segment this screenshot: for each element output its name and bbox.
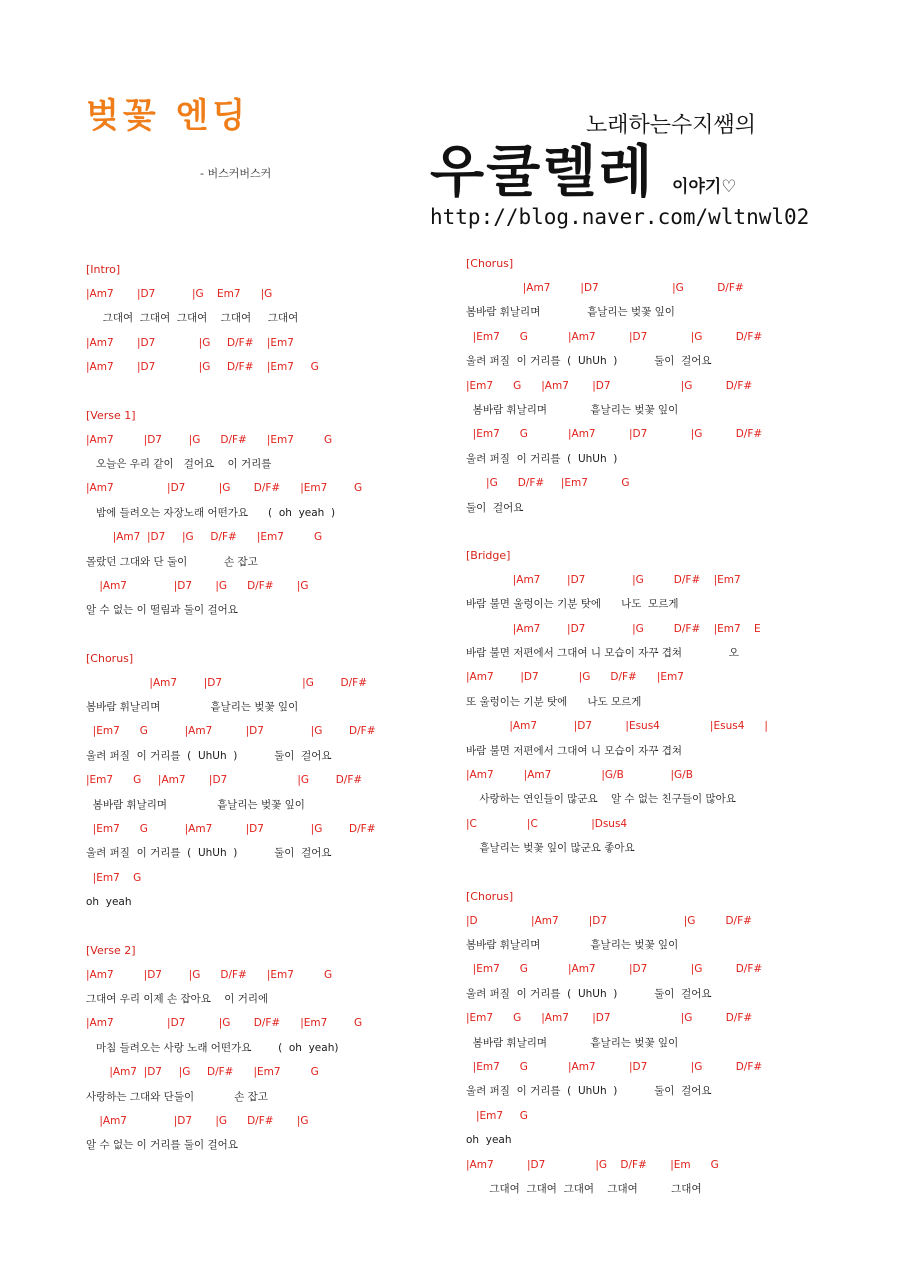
lyric-line: 봄바람 휘날리며 흩날리는 벚꽃 잎이	[466, 1036, 679, 1049]
chord-line: |Am7 |D7 |G Em7 |G	[86, 288, 273, 300]
chord-line: |Am7 |D7 |G D/F# |Em7 G	[86, 1066, 319, 1079]
lyric-line: 바람 불면 저편에서 그대여 니 모습이 자꾸 겹쳐 오	[466, 647, 739, 660]
blog-url: http://blog.naver.com/wltnwl02	[430, 205, 810, 229]
chord-line: |Em7 G |Am7 |D7 |G D/F#	[466, 379, 753, 392]
chord-line: |D |Am7 |D7 |G D/F#	[466, 914, 752, 927]
chord-line: |Am7 |D7 |G D/F# |Em7	[466, 573, 741, 586]
lyric-line: 봄바람 휘날리며 흩날리는 벚꽃 잎이	[86, 798, 305, 811]
section-label: [Verse 1]	[86, 408, 136, 422]
lyric-line: 알 수 없는 이 떨림과 둘이 걸어요	[86, 604, 238, 617]
chord-line: |Am7 |D7 |G D/F# |Em7 G	[86, 968, 333, 981]
song-section	[86, 404, 446, 623]
lyric-line: 둘이 걸어요	[466, 501, 524, 514]
chord-line: |C |C |Dsus4	[466, 817, 628, 830]
brand-tail: 이야기♡	[672, 177, 737, 197]
lyric-line: 오늘은 우리 같이 걸어요 이 거리를	[86, 457, 272, 470]
lyric-line: 봄바람 휘날리며 흩날리는 벚꽃 잎이	[466, 306, 675, 319]
chord-line: |Am7 |D7 |Esus4 |Esus4 |	[466, 720, 768, 733]
lyric-line: 마침 들려오는 사랑 노래 어떤가요 ( oh yeah)	[86, 1041, 339, 1054]
lyric-line: 울려 퍼질 이 거리를 ( UhUh )	[466, 452, 618, 465]
chord-line: |Em7 G	[466, 1109, 528, 1122]
brand-title: 우쿨렐레	[430, 140, 655, 205]
chord-line: |Em7 G |Am7 |D7 |G D/F#	[86, 774, 363, 787]
chord-line: |Am7 |Am7 |G/B |G/B	[466, 769, 693, 782]
section-label: [Chorus]	[466, 257, 514, 270]
section-label: [Verse 2]	[86, 943, 136, 957]
chord-line: |Em7 G |Am7 |D7 |G D/F#	[86, 725, 376, 738]
lyric-line: 울려 퍼질 이 거리를 ( UhUh ) 둘이 걸어요	[466, 355, 712, 368]
lyric-line: 알 수 없는 이 거리를 둘이 걸어요	[86, 1139, 238, 1152]
lyric-line: oh yeah	[86, 896, 132, 909]
lyric-line: 바람 불면 울렁이는 기분 탓에 나도 모르게	[466, 598, 679, 611]
song-section	[86, 258, 446, 380]
section-label: [Chorus]	[466, 889, 514, 903]
lyric-line: 바람 불면 저편에서 그대여 니 모습이 자꾸 겹쳐	[466, 744, 683, 757]
chord-line: |Am7 |D7 |G D/F#	[86, 676, 367, 689]
section-label: [Intro]	[86, 263, 121, 276]
chord-line: |Am7 |D7 |G D/F# |Em7	[86, 336, 294, 349]
lyric-line: 울려 퍼질 이 거리를 ( UhUh ) 둘이 걸어요	[86, 847, 332, 860]
chord-line: |Am7 |D7 |G D/F# |Em7 E	[466, 622, 761, 635]
lyric-line: 흩날리는 벚꽃 잎이 많군요 좋아요	[466, 842, 635, 855]
song-section	[466, 252, 886, 520]
section-label: [Bridge]	[466, 548, 511, 562]
lyric-line: 밤에 들려오는 자장노래 어떤가요 ( oh yeah )	[86, 506, 336, 519]
lyric-line: 봄바람 휘날리며 흩날리는 벚꽃 잎이	[466, 403, 679, 416]
chord-line: |Am7 |D7 |G D/F# |Em7 G	[86, 361, 319, 374]
lyric-line: 울려 퍼질 이 거리를 ( UhUh ) 둘이 걸어요	[86, 749, 332, 762]
lyric-line: 울려 퍼질 이 거리를 ( UhUh ) 둘이 걸어요	[466, 987, 712, 1000]
chord-line: |G D/F# |Em7 G	[466, 477, 630, 490]
lyric-line: 그대여 그대여 그대여 그대여 그대여	[466, 1182, 702, 1195]
chord-line: |Am7 |D7 |G D/F# |Em7 G	[86, 482, 363, 495]
chord-line: |Em7 G |Am7 |D7 |G D/F#	[466, 428, 763, 441]
song-section	[86, 939, 446, 1158]
lyric-line: 그대여 우리 이제 손 잡아요 이 거리에	[86, 992, 269, 1005]
chord-line: |Am7 |D7 |G D/F# |Em7	[466, 671, 684, 684]
lyric-line: 몰랐던 그대와 단 둘이 손 잡고	[86, 555, 258, 568]
chord-line: |Em7 G |Am7 |D7 |G D/F#	[466, 1060, 763, 1073]
left-column	[86, 258, 446, 1182]
chord-line: |Am7 |D7 |G D/F# |G	[86, 579, 309, 592]
brand-subtitle: 노래하는수지쌤의	[586, 113, 757, 138]
chord-line: |Em7 G |Am7 |D7 |G D/F#	[466, 1012, 753, 1025]
chord-line: |Am7 |D7 |G D/F# |Em7 G	[86, 531, 323, 544]
lyric-line: 울려 퍼질 이 거리를 ( UhUh ) 둘이 걸어요	[466, 1085, 712, 1098]
lyric-line: 또 울렁이는 기분 탓에 나도 모르게	[466, 695, 642, 708]
chord-line: |Am7 |D7 |G D/F# |Em7 G	[86, 433, 333, 446]
lyric-line: 사랑하는 연인들이 많군요 알 수 없는 친구들이 많아요	[466, 793, 736, 806]
chord-line: |Am7 |D7 |G D/F# |Em7 G	[86, 1017, 363, 1030]
section-label: [Chorus]	[86, 651, 134, 665]
chord-line: |Am7 |D7 |G D/F#	[466, 282, 744, 294]
chord-line: |Am7 |D7 |G D/F# |Em G	[466, 1158, 719, 1171]
song-section	[466, 885, 886, 1202]
chord-line: |Em7 G |Am7 |D7 |G D/F#	[466, 330, 763, 343]
song-section	[466, 544, 886, 861]
chord-line: |Em7 G |Am7 |D7 |G D/F#	[86, 823, 376, 836]
song-title: 벚꽃 엔딩	[86, 96, 250, 136]
lyric-line: 사랑하는 그대와 단둘이 손 잡고	[86, 1090, 268, 1103]
song-section	[86, 647, 446, 915]
right-column	[466, 252, 886, 1225]
lyric-line: 그대여 그대여 그대여 그대여 그대여	[86, 312, 299, 325]
chord-line: |Am7 |D7 |G D/F# |G	[86, 1114, 309, 1127]
chord-line: |Em7 G |Am7 |D7 |G D/F#	[466, 963, 763, 976]
lyric-line: 봄바람 휘날리며 흩날리는 벚꽃 잎이	[86, 701, 299, 714]
lyric-line: oh yeah	[466, 1134, 512, 1147]
lyric-line: 봄바람 휘날리며 흩날리는 벚꽃 잎이	[466, 938, 679, 951]
artist-name: - 버스커버스커	[200, 167, 272, 180]
chord-line: |Em7 G	[86, 871, 142, 884]
